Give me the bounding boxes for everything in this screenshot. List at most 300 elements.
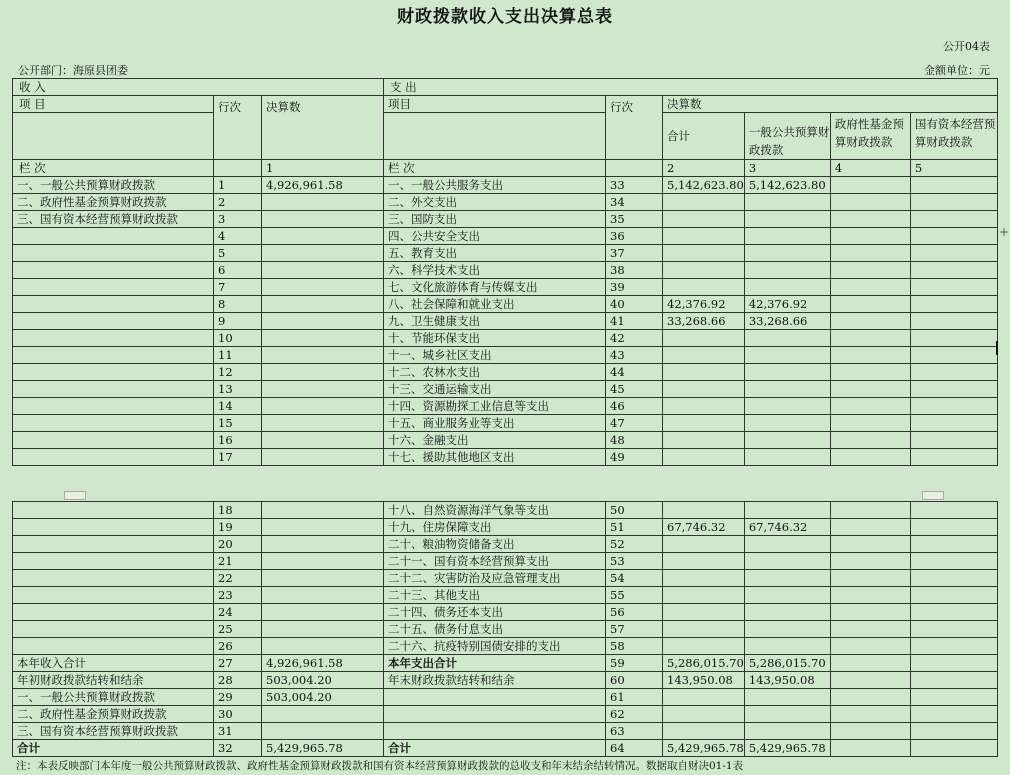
expense-total[interactable]: 42,376.92 xyxy=(663,296,745,313)
income-amount[interactable] xyxy=(262,604,384,621)
expense-row-no[interactable]: 43 xyxy=(606,347,663,364)
expense-row-no[interactable]: 52 xyxy=(606,536,663,553)
income-row-no[interactable]: 5 xyxy=(214,245,262,262)
income-amount[interactable] xyxy=(262,279,384,296)
expense-total[interactable] xyxy=(663,330,745,347)
income-row-no[interactable]: 2 xyxy=(214,194,262,211)
income-row-no[interactable]: 14 xyxy=(214,398,262,415)
expense-state-capital[interactable] xyxy=(910,228,997,245)
expense-gov-fund[interactable] xyxy=(830,245,910,262)
expense-gov-fund[interactable] xyxy=(830,330,910,347)
table-row xyxy=(13,211,998,228)
expense-state-capital[interactable] xyxy=(910,655,997,672)
expense-general-budget[interactable] xyxy=(744,262,830,279)
expense-gov-fund[interactable] xyxy=(830,211,910,228)
income-row-no[interactable]: 3 xyxy=(214,211,262,228)
expense-row-no-header: 行次 xyxy=(606,96,663,160)
expense-gov-fund[interactable] xyxy=(830,519,910,536)
expense-total[interactable] xyxy=(663,432,745,449)
expense-state-capital[interactable] xyxy=(910,502,997,519)
income-amount[interactable] xyxy=(262,262,384,279)
expense-gov-fund[interactable] xyxy=(830,432,910,449)
expense-row-no[interactable]: 36 xyxy=(606,228,663,245)
expense-gov-fund[interactable] xyxy=(830,689,910,706)
expense-general-budget[interactable] xyxy=(744,211,830,228)
income-amount[interactable]: 5,429,965.78 xyxy=(262,740,384,757)
expense-item-name[interactable]: 十五、商业服务业等支出 xyxy=(384,415,606,432)
income-amount[interactable] xyxy=(262,723,384,740)
expense-gov-fund[interactable] xyxy=(830,570,910,587)
expense-item-header: 项目 xyxy=(384,96,606,113)
income-row-no[interactable]: 27 xyxy=(214,655,262,672)
expense-gov-fund[interactable] xyxy=(830,672,910,689)
income-amount[interactable] xyxy=(262,211,384,228)
income-row-no[interactable]: 26 xyxy=(214,638,262,655)
income-amount[interactable] xyxy=(262,706,384,723)
income-row-no[interactable]: 9 xyxy=(214,313,262,330)
expense-general-budget[interactable]: 5,429,965.78 xyxy=(744,740,830,757)
expense-row-no[interactable]: 61 xyxy=(606,689,663,706)
income-amount[interactable] xyxy=(262,570,384,587)
expense-item-name[interactable]: 二、外交支出 xyxy=(384,194,606,211)
expense-total[interactable] xyxy=(663,228,745,245)
income-amount[interactable] xyxy=(262,415,384,432)
expense-gov-fund[interactable] xyxy=(830,279,910,296)
expense-item-name[interactable] xyxy=(384,706,606,723)
expense-total[interactable]: 5,429,965.78 xyxy=(663,740,745,757)
expense-state-capital[interactable] xyxy=(910,313,997,330)
expense-state-capital[interactable] xyxy=(910,672,997,689)
income-item-name[interactable] xyxy=(13,432,214,449)
expense-state-capital[interactable] xyxy=(910,587,997,604)
expense-state-capital[interactable] xyxy=(910,398,997,415)
expense-total[interactable] xyxy=(663,245,745,262)
expense-gov-fund[interactable] xyxy=(830,228,910,245)
income-item-name[interactable] xyxy=(13,604,214,621)
income-amount[interactable] xyxy=(262,432,384,449)
income-item-name[interactable]: 二、政府性基金预算财政拨款 xyxy=(13,194,214,211)
expense-general-budget[interactable]: 42,376.92 xyxy=(744,296,830,313)
income-row-no[interactable]: 21 xyxy=(214,553,262,570)
income-row-no[interactable]: 10 xyxy=(214,330,262,347)
expense-general-budget[interactable]: 5,286,015.70 xyxy=(744,655,830,672)
expense-row-no[interactable]: 56 xyxy=(606,604,663,621)
expense-item-name[interactable]: 十七、援助其他地区支出 xyxy=(384,449,606,466)
expense-general-budget[interactable] xyxy=(744,621,830,638)
income-row-no-header: 行次 xyxy=(214,96,262,160)
expense-state-capital[interactable] xyxy=(910,381,997,398)
income-row-no[interactable]: 29 xyxy=(214,689,262,706)
expense-general-budget[interactable]: 33,268.66 xyxy=(744,313,830,330)
expense-state-capital[interactable] xyxy=(910,570,997,587)
expense-row-no[interactable]: 51 xyxy=(606,519,663,536)
expense-row-no[interactable]: 62 xyxy=(606,706,663,723)
expense-state-capital[interactable] xyxy=(910,604,997,621)
expense-row-no[interactable]: 46 xyxy=(606,398,663,415)
expense-gov-fund[interactable] xyxy=(830,398,910,415)
income-amount[interactable]: 503,004.20 xyxy=(262,689,384,706)
expense-general-budget[interactable] xyxy=(744,638,830,655)
expense-gov-fund[interactable] xyxy=(830,587,910,604)
income-row-no[interactable]: 32 xyxy=(214,740,262,757)
expense-state-capital[interactable] xyxy=(910,519,997,536)
expense-total[interactable]: 33,268.66 xyxy=(663,313,745,330)
income-row-no[interactable]: 31 xyxy=(214,723,262,740)
expense-row-no[interactable]: 64 xyxy=(606,740,663,757)
income-amount[interactable] xyxy=(262,398,384,415)
expense-general-budget[interactable] xyxy=(744,536,830,553)
income-item-name[interactable]: 年初财政拨款结转和结余 xyxy=(13,672,214,689)
expense-general-budget[interactable]: 67,746.32 xyxy=(744,519,830,536)
income-item-name[interactable]: 二、政府性基金预算财政拨款 xyxy=(13,706,214,723)
expense-item-name[interactable]: 年末财政拨款结转和结余 xyxy=(384,672,606,689)
income-amount[interactable] xyxy=(262,621,384,638)
income-row-no[interactable]: 7 xyxy=(214,279,262,296)
expense-gov-fund[interactable] xyxy=(830,740,910,757)
expense-item-name[interactable]: 五、教育支出 xyxy=(384,245,606,262)
expense-gov-fund[interactable] xyxy=(830,347,910,364)
expense-item-name[interactable]: 十二、农林水支出 xyxy=(384,364,606,381)
expense-gov-fund[interactable] xyxy=(830,415,910,432)
income-item-name[interactable]: 一、一般公共预算财政拨款 xyxy=(13,689,214,706)
expense-item-name[interactable]: 二十五、债务付息支出 xyxy=(384,621,606,638)
expense-general-budget[interactable] xyxy=(744,449,830,466)
income-row-no[interactable]: 12 xyxy=(214,364,262,381)
income-item-name[interactable]: 三、国有资本经营预算财政拨款 xyxy=(13,211,214,228)
expense-total[interactable] xyxy=(663,604,745,621)
expense-state-capital[interactable] xyxy=(910,432,997,449)
income-amount[interactable] xyxy=(262,228,384,245)
expense-general-budget[interactable] xyxy=(744,194,830,211)
expense-state-capital[interactable] xyxy=(910,689,997,706)
expense-gov-fund[interactable] xyxy=(830,536,910,553)
expense-row-no[interactable]: 63 xyxy=(606,723,663,740)
expense-row-no[interactable]: 58 xyxy=(606,638,663,655)
expense-row-no[interactable]: 50 xyxy=(606,502,663,519)
table-row xyxy=(13,279,998,296)
expense-total[interactable] xyxy=(663,553,745,570)
expense-total[interactable]: 67,746.32 xyxy=(663,519,745,536)
expense-total[interactable] xyxy=(663,279,745,296)
table-row xyxy=(13,313,998,330)
expense-general-budget[interactable] xyxy=(744,381,830,398)
expense-gov-fund[interactable] xyxy=(830,449,910,466)
expense-total[interactable] xyxy=(663,364,745,381)
expense-row-no[interactable]: 57 xyxy=(606,621,663,638)
expense-general-budget[interactable] xyxy=(744,706,830,723)
expense-total[interactable] xyxy=(663,194,745,211)
income-item-name[interactable] xyxy=(13,519,214,536)
expense-row-no[interactable]: 53 xyxy=(606,553,663,570)
column-label-blank xyxy=(606,160,663,177)
expense-general-budget[interactable] xyxy=(744,553,830,570)
expense-item-name[interactable]: 十六、金融支出 xyxy=(384,432,606,449)
table-row xyxy=(13,245,998,262)
expense-gov-fund[interactable] xyxy=(830,723,910,740)
expense-item-name[interactable]: 二十三、其他支出 xyxy=(384,587,606,604)
expense-total[interactable] xyxy=(663,689,745,706)
income-row-no[interactable]: 15 xyxy=(214,415,262,432)
income-amount[interactable] xyxy=(262,638,384,655)
income-item-name[interactable]: 合计 xyxy=(13,740,214,757)
income-row-no[interactable]: 28 xyxy=(214,672,262,689)
expense-state-capital[interactable] xyxy=(910,364,997,381)
expense-general-budget[interactable] xyxy=(744,723,830,740)
income-row-no[interactable]: 19 xyxy=(214,519,262,536)
income-item-name[interactable] xyxy=(13,502,214,519)
expense-item-name[interactable]: 六、科学技术支出 xyxy=(384,262,606,279)
income-row-no[interactable]: 30 xyxy=(214,706,262,723)
expense-item-name[interactable]: 二十、粮油物资储备支出 xyxy=(384,536,606,553)
expense-gov-fund[interactable] xyxy=(830,604,910,621)
expense-row-no[interactable]: 42 xyxy=(606,330,663,347)
expense-state-capital[interactable] xyxy=(910,347,997,364)
income-row-no[interactable]: 11 xyxy=(214,347,262,364)
expense-row-no[interactable]: 47 xyxy=(606,415,663,432)
expense-item-name[interactable] xyxy=(384,689,606,706)
income-item-name[interactable] xyxy=(13,228,214,245)
income-amount[interactable] xyxy=(262,553,384,570)
expense-gov-fund[interactable] xyxy=(830,313,910,330)
income-amount[interactable] xyxy=(262,330,384,347)
expense-general-budget[interactable] xyxy=(744,279,830,296)
expense-state-capital[interactable] xyxy=(910,194,997,211)
income-row-no[interactable]: 25 xyxy=(214,621,262,638)
expense-row-no[interactable]: 54 xyxy=(606,570,663,587)
expense-row-no[interactable]: 38 xyxy=(606,262,663,279)
expense-item-name[interactable]: 二十六、抗疫特别国债安排的支出 xyxy=(384,638,606,655)
income-amount[interactable] xyxy=(262,519,384,536)
expense-general-budget[interactable] xyxy=(744,502,830,519)
income-item-name[interactable]: 一、一般公共预算财政拨款 xyxy=(13,177,214,194)
expand-icon[interactable]: + xyxy=(998,225,1009,239)
expense-total[interactable] xyxy=(663,570,745,587)
income-item-name[interactable] xyxy=(13,262,214,279)
income-item-name[interactable] xyxy=(13,296,214,313)
expense-gov-fund[interactable] xyxy=(830,194,910,211)
expense-item-name[interactable]: 十四、资源勘探工业信息等支出 xyxy=(384,398,606,415)
expense-row-no[interactable]: 39 xyxy=(606,279,663,296)
expense-state-capital[interactable] xyxy=(910,449,997,466)
expense-row-no[interactable]: 41 xyxy=(606,313,663,330)
income-item-name[interactable] xyxy=(13,587,214,604)
expense-general-budget[interactable] xyxy=(744,330,830,347)
expense-gov-fund[interactable] xyxy=(830,296,910,313)
expense-total[interactable] xyxy=(663,706,745,723)
expense-state-capital[interactable] xyxy=(910,536,997,553)
expense-item-name[interactable]: 十八、自然资源海洋气象等支出 xyxy=(384,502,606,519)
expense-total[interactable] xyxy=(663,347,745,364)
expense-state-capital[interactable] xyxy=(910,740,997,757)
expense-item-name[interactable]: 十九、住房保障支出 xyxy=(384,519,606,536)
income-row-no[interactable]: 8 xyxy=(214,296,262,313)
income-row-no[interactable]: 20 xyxy=(214,536,262,553)
expense-item-name[interactable]: 二十二、灾害防治及应急管理支出 xyxy=(384,570,606,587)
expense-row-no[interactable]: 44 xyxy=(606,364,663,381)
income-amount[interactable] xyxy=(262,449,384,466)
expense-item-name[interactable]: 八、社会保障和就业支出 xyxy=(384,296,606,313)
expense-general-budget[interactable] xyxy=(744,245,830,262)
income-amount[interactable]: 503,004.20 xyxy=(262,672,384,689)
expense-total[interactable] xyxy=(663,621,745,638)
expense-item-name[interactable]: 十、节能环保支出 xyxy=(384,330,606,347)
expense-general-budget[interactable]: 143,950.08 xyxy=(744,672,830,689)
expense-item-name[interactable] xyxy=(384,723,606,740)
income-amount[interactable] xyxy=(262,381,384,398)
expense-total[interactable] xyxy=(663,638,745,655)
income-amount[interactable] xyxy=(262,347,384,364)
sheet-break-marker xyxy=(64,491,86,500)
income-item-name[interactable] xyxy=(13,279,214,296)
expense-total[interactable] xyxy=(663,398,745,415)
expense-state-capital[interactable] xyxy=(910,296,997,313)
income-row-no[interactable]: 16 xyxy=(214,432,262,449)
expense-row-no[interactable]: 48 xyxy=(606,432,663,449)
expense-state-capital[interactable] xyxy=(910,706,997,723)
income-row-no[interactable]: 23 xyxy=(214,587,262,604)
expense-total[interactable]: 5,286,015.70 xyxy=(663,655,745,672)
income-amount[interactable] xyxy=(262,245,384,262)
expense-general-budget[interactable] xyxy=(744,570,830,587)
income-row-no[interactable]: 18 xyxy=(214,502,262,519)
income-item-name[interactable] xyxy=(13,553,214,570)
income-row-no[interactable]: 17 xyxy=(214,449,262,466)
expense-gov-fund[interactable] xyxy=(830,553,910,570)
expense-state-capital[interactable] xyxy=(910,330,997,347)
income-row-no[interactable]: 24 xyxy=(214,604,262,621)
expense-row-no[interactable]: 40 xyxy=(606,296,663,313)
income-amount[interactable] xyxy=(262,364,384,381)
income-item-name[interactable]: 本年收入合计 xyxy=(13,655,214,672)
expense-item-name[interactable]: 七、文化旅游体育与传媒支出 xyxy=(384,279,606,296)
expense-total[interactable] xyxy=(663,502,745,519)
column-label-expense: 栏 次 xyxy=(384,160,606,177)
expense-state-capital[interactable] xyxy=(910,177,997,194)
expense-general-budget[interactable] xyxy=(744,347,830,364)
expense-general-budget[interactable] xyxy=(744,398,830,415)
expense-gov-fund[interactable] xyxy=(830,381,910,398)
income-row-no[interactable]: 22 xyxy=(214,570,262,587)
expense-gov-fund[interactable] xyxy=(830,655,910,672)
expense-total[interactable] xyxy=(663,211,745,228)
expense-state-capital[interactable] xyxy=(910,553,997,570)
income-item-name[interactable] xyxy=(13,570,214,587)
expense-gov-fund[interactable] xyxy=(830,262,910,279)
expense-state-capital[interactable] xyxy=(910,723,997,740)
income-amount[interactable] xyxy=(262,194,384,211)
expense-total[interactable] xyxy=(663,449,745,466)
income-amount[interactable] xyxy=(262,502,384,519)
expense-row-no[interactable]: 45 xyxy=(606,381,663,398)
expense-general-budget[interactable] xyxy=(744,364,830,381)
income-item-name[interactable] xyxy=(13,398,214,415)
expense-item-name[interactable]: 十一、城乡社区支出 xyxy=(384,347,606,364)
table-row xyxy=(13,347,998,364)
income-item-name[interactable] xyxy=(13,313,214,330)
expense-total[interactable] xyxy=(663,415,745,432)
income-item-name[interactable] xyxy=(13,347,214,364)
expense-item-name[interactable]: 四、公共安全支出 xyxy=(384,228,606,245)
expense-state-capital[interactable] xyxy=(910,415,997,432)
expense-general-budget[interactable] xyxy=(744,432,830,449)
expense-row-no[interactable]: 55 xyxy=(606,587,663,604)
expense-gov-fund[interactable] xyxy=(830,638,910,655)
expense-gov-fund[interactable] xyxy=(830,177,910,194)
expense-item-name[interactable]: 本年支出合计 xyxy=(384,655,606,672)
expense-item-name[interactable]: 二十四、债务还本支出 xyxy=(384,604,606,621)
expense-total[interactable] xyxy=(663,381,745,398)
income-item-name[interactable] xyxy=(13,330,214,347)
income-amount[interactable]: 4,926,961.58 xyxy=(262,655,384,672)
expense-total[interactable]: 5,142,623.80 xyxy=(663,177,745,194)
expense-item-name[interactable]: 二十一、国有资本经营预算支出 xyxy=(384,553,606,570)
expense-general-budget[interactable]: 5,142,623.80 xyxy=(744,177,830,194)
expense-item-name[interactable]: 合计 xyxy=(384,740,606,757)
expense-gov-fund[interactable] xyxy=(830,706,910,723)
expense-gov-fund[interactable] xyxy=(830,502,910,519)
expense-general-budget[interactable] xyxy=(744,415,830,432)
income-amount[interactable] xyxy=(262,296,384,313)
expense-total[interactable] xyxy=(663,262,745,279)
expense-item-name[interactable]: 一、一般公共服务支出 xyxy=(384,177,606,194)
expense-state-capital[interactable] xyxy=(910,262,997,279)
income-row-no[interactable]: 1 xyxy=(214,177,262,194)
expense-state-capital[interactable] xyxy=(910,245,997,262)
income-amount[interactable] xyxy=(262,536,384,553)
expense-row-no[interactable]: 37 xyxy=(606,245,663,262)
income-item-name[interactable] xyxy=(13,364,214,381)
income-item-name[interactable] xyxy=(13,245,214,262)
expense-total[interactable] xyxy=(663,536,745,553)
expense-state-capital[interactable] xyxy=(910,621,997,638)
income-item-name[interactable] xyxy=(13,638,214,655)
expense-row-no[interactable]: 59 xyxy=(606,655,663,672)
income-row-no[interactable]: 13 xyxy=(214,381,262,398)
expense-state-capital[interactable] xyxy=(910,279,997,296)
expense-general-budget[interactable] xyxy=(744,689,830,706)
expense-general-budget[interactable] xyxy=(744,587,830,604)
expense-row-no[interactable]: 35 xyxy=(606,211,663,228)
income-item-name[interactable]: 三、国有资本经营预算财政拨款 xyxy=(13,723,214,740)
expense-row-no[interactable]: 49 xyxy=(606,449,663,466)
income-row-no[interactable]: 4 xyxy=(214,228,262,245)
expense-item-name[interactable]: 九、卫生健康支出 xyxy=(384,313,606,330)
expense-total[interactable] xyxy=(663,723,745,740)
income-item-name[interactable] xyxy=(13,449,214,466)
expense-general-budget[interactable] xyxy=(744,604,830,621)
income-item-name[interactable] xyxy=(13,536,214,553)
expense-total[interactable] xyxy=(663,587,745,604)
income-row-no[interactable]: 6 xyxy=(214,262,262,279)
expense-gov-fund[interactable] xyxy=(830,621,910,638)
expense-general-budget[interactable] xyxy=(744,228,830,245)
income-amount[interactable] xyxy=(262,313,384,330)
expense-row-no[interactable]: 34 xyxy=(606,194,663,211)
expense-row-no[interactable]: 60 xyxy=(606,672,663,689)
expense-item-name[interactable]: 十三、交通运输支出 xyxy=(384,381,606,398)
expense-gov-fund[interactable] xyxy=(830,364,910,381)
expense-total[interactable]: 143,950.08 xyxy=(663,672,745,689)
income-item-name[interactable] xyxy=(13,621,214,638)
income-amount[interactable] xyxy=(262,587,384,604)
expense-state-capital[interactable] xyxy=(910,638,997,655)
expense-state-capital[interactable] xyxy=(910,211,997,228)
expense-row-no[interactable]: 33 xyxy=(606,177,663,194)
expense-item-name[interactable]: 三、国防支出 xyxy=(384,211,606,228)
income-item-name[interactable] xyxy=(13,415,214,432)
income-amount[interactable]: 4,926,961.58 xyxy=(262,177,384,194)
income-item-name[interactable] xyxy=(13,381,214,398)
